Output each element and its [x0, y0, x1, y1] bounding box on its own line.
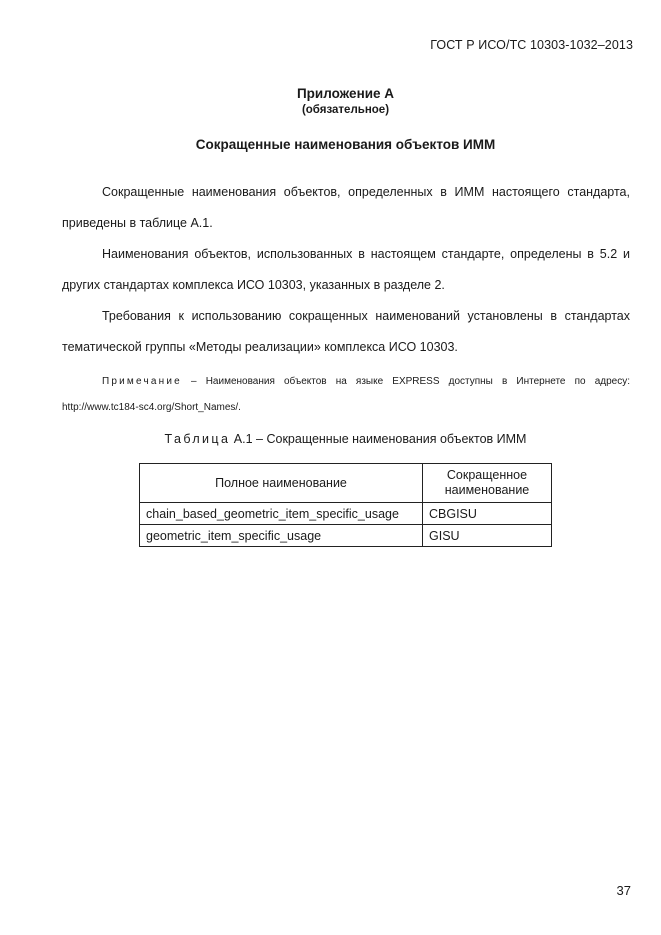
short-name-cell: CBGISU — [423, 503, 552, 525]
abbreviations-table — [139, 463, 552, 547]
annex-title: Приложение А — [296, 86, 395, 101]
table-caption-text: А.1 – Сокращенные наименования объектов ИММ — [230, 432, 527, 446]
header-full-name: Полное наименование — [140, 464, 423, 503]
paragraph-1: Сокращенные наименования объектов, определенных в ИММ настоящего стандарта, приведены в таблице А.1. — [62, 185, 630, 230]
standard-code: ГОСТ Р ИСО/ТС 10303-1032–2013 — [430, 38, 633, 52]
table-row — [140, 525, 552, 547]
note-text: – Наименования объектов на языке EXPRESS доступны в Интернете по адресу: http://www.tc184-sc4.org/Short_Names/. — [62, 376, 630, 413]
full-name-cell: chain_based_geometric_item_specific_usage — [140, 503, 423, 525]
paragraph-3: Требования к использованию сокращенных наименований установлены в стандартах тематической группы «Методы реализации» комплекса ИСО 10303. — [62, 309, 630, 354]
header-short-name: Сокращенное наименование — [423, 464, 552, 503]
note-label: Примечание — [102, 376, 182, 387]
note — [62, 369, 630, 421]
section-title: Сокращенные наименования объектов ИММ — [195, 137, 496, 152]
short-name-cell: GISU — [423, 525, 552, 547]
table-caption — [0, 432, 661, 446]
paragraph-2: Наименования объектов, использованных в настоящем стандарте, определены в 5.2 и других стандартах комплекса ИСО 10303, указанных в разделе 2. — [62, 247, 630, 292]
annex-subtitle: (обязательное) — [301, 104, 390, 116]
full-name-cell: geometric_item_specific_usage — [140, 525, 423, 547]
page-number: 37 — [616, 883, 631, 898]
table-caption-label: Таблица — [164, 432, 231, 446]
table-row — [140, 503, 552, 525]
table-header-row — [140, 464, 552, 503]
